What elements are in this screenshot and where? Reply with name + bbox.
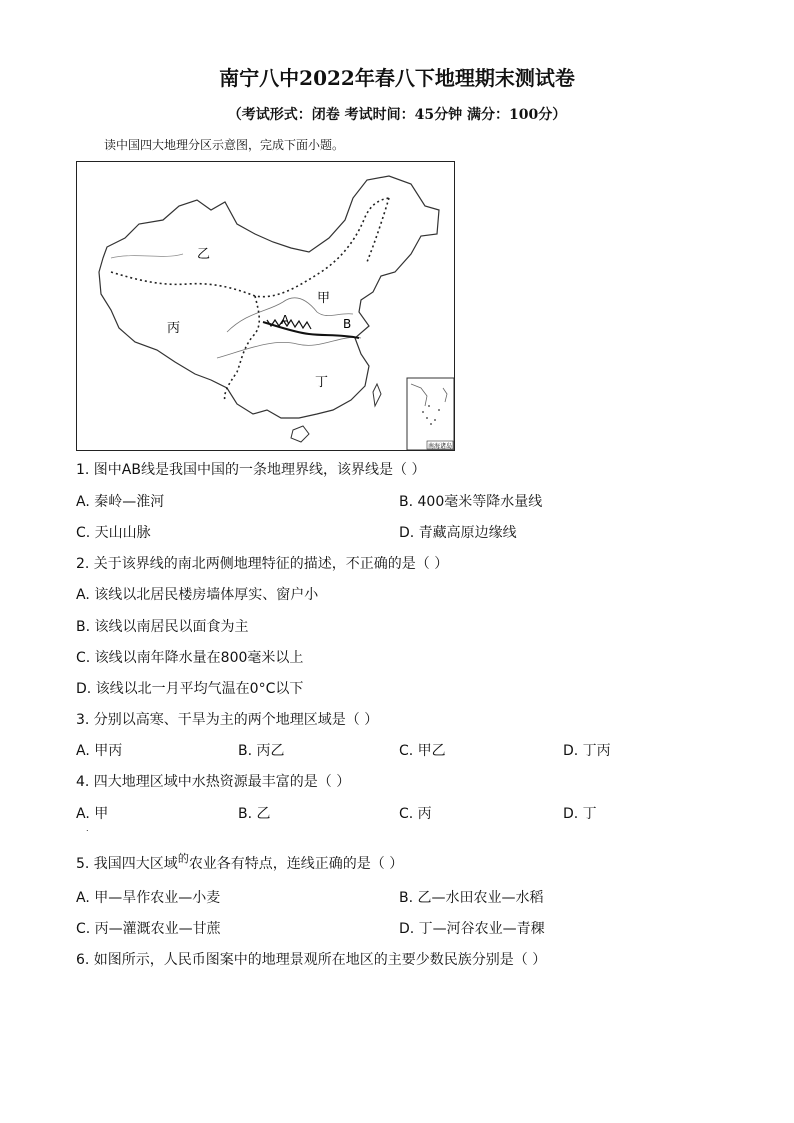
q3-option-b[interactable]: B. 丙乙 — [238, 743, 285, 759]
intro-text: 读中国四大地理分区示意图，完成下面小题。 — [104, 138, 345, 152]
question-3: 3. 分别以高寒、干旱为主的两个地理区域是（ ） — [76, 712, 379, 728]
q2-option-c[interactable]: C. 该线以南年降水量在800毫米以上 — [76, 650, 304, 666]
q1-option-a[interactable]: A. 秦岭—淮河 — [76, 494, 165, 510]
q4-option-d[interactable]: D. 丁 — [563, 806, 597, 822]
q4-option-a[interactable]: A. 甲 — [76, 806, 109, 822]
yangtze-river — [217, 337, 361, 358]
hainan-island — [291, 426, 309, 442]
q5-stem-end: 农业各有特点，连线正确的是（ ） — [188, 856, 404, 872]
label-jia: 甲 — [317, 291, 331, 306]
taiwan-island — [373, 384, 381, 406]
northwest-river — [111, 254, 183, 258]
stray-mark: . — [86, 824, 89, 833]
label-b: B — [343, 317, 352, 331]
q5-option-b[interactable]: B. 乙—水田农业—水稻 — [399, 890, 544, 906]
south-china-sea-inset — [407, 378, 454, 450]
question-2: 2. 关于该界线的南北两侧地理特征的描述，不正确的是（ ） — [76, 556, 449, 572]
q2-option-a[interactable]: A. 该线以北居民楼房墙体厚实、窗户小 — [76, 587, 319, 603]
label-yi: 乙 — [197, 247, 211, 262]
q3-option-a[interactable]: A. 甲丙 — [76, 743, 123, 759]
question-6: 6. 如图所示，人民币图案中的地理景观所在地区的主要少数民族分别是（ ） — [76, 952, 547, 968]
q4-option-b[interactable]: B. 乙 — [238, 806, 271, 822]
q4-option-c[interactable]: C. 丙 — [399, 806, 432, 822]
china-regions-map — [76, 161, 455, 451]
q5-stem-superscript: 的 — [177, 852, 189, 865]
q5-option-a[interactable]: A. 甲—旱作农业—小麦 — [76, 890, 221, 906]
question-4: 4. 四大地理区域中水热资源最丰富的是（ ） — [76, 774, 351, 790]
yellow-river — [227, 298, 353, 332]
qinghai-tibet-boundary — [225, 296, 260, 402]
q3-option-c[interactable]: C. 甲乙 — [399, 743, 446, 759]
q1-option-b[interactable]: B. 400毫米等降水量线 — [399, 494, 543, 510]
q2-option-d[interactable]: D. 该线以北一月平均气温在0°C以下 — [76, 681, 304, 697]
page-title: 南宁八中2022年春八下地理期末测试卷 — [219, 66, 575, 90]
q1-option-c[interactable]: C. 天山山脉 — [76, 525, 151, 541]
q5-option-d[interactable]: D. 丁—河谷农业—青稞 — [399, 921, 545, 937]
q5-stem-start: 5. 我国四大区域 — [76, 856, 178, 872]
q5-option-c[interactable]: C. 丙—灌溉农业—甘蔗 — [76, 921, 221, 937]
q1-option-d[interactable]: D. 青藏高原边缘线 — [399, 525, 517, 541]
map-figure — [77, 162, 454, 450]
inset-caption: 南海诸岛 — [428, 443, 453, 450]
label-a: A — [281, 313, 290, 327]
label-bing: 丙 — [167, 321, 181, 336]
label-ding: 丁 — [315, 375, 329, 390]
exam-info: （考试形式：闭卷 考试时间：45分钟 满分：100分） — [227, 107, 567, 123]
question-1: 1. 图中AB线是我国中国的一条地理界线，该界线是（ ） — [76, 462, 426, 478]
q2-option-b[interactable]: B. 该线以南居民以面食为主 — [76, 619, 249, 635]
question-5 — [76, 850, 403, 873]
q3-option-d[interactable]: D. 丁丙 — [563, 743, 611, 759]
